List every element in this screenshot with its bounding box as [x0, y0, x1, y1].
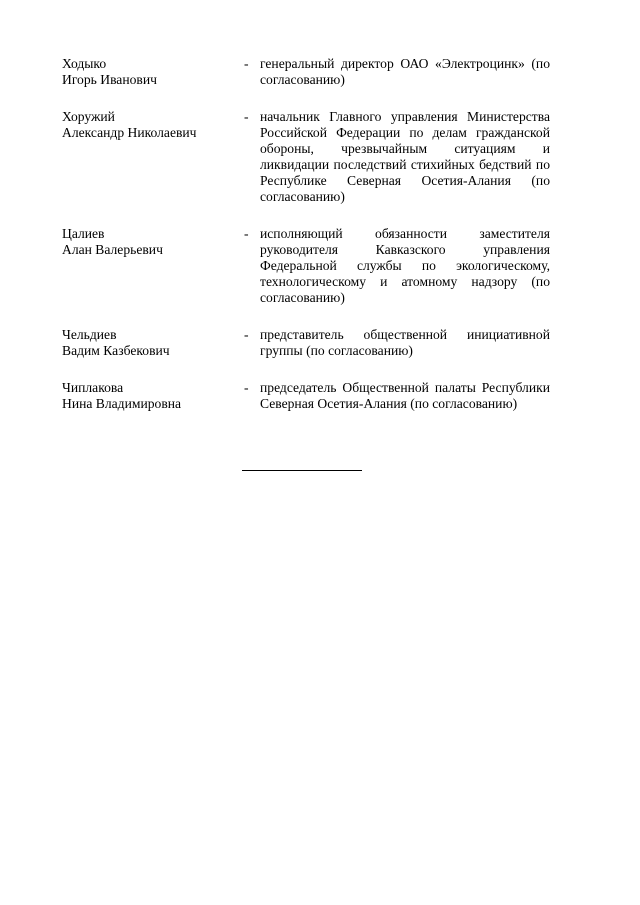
member-name [62, 226, 244, 258]
member-surname: Цалиев [62, 226, 105, 241]
member-surname: Ходыко [62, 56, 107, 71]
member-name [62, 109, 244, 141]
member-given-names: Нина Владимировна [62, 396, 182, 411]
member-role: генеральный директор ОАО «Электроцинк» (по согласованию) [260, 56, 550, 87]
member-surname: Хоружий [62, 109, 115, 124]
entry-dash: - [244, 56, 249, 71]
member-role: председатель Общественной палаты Республики Северная Осетия-Алания (по согласованию) [260, 380, 550, 411]
member-given-names: Александр Николаевич [62, 125, 197, 140]
end-of-list-rule [242, 470, 362, 471]
entry-dash: - [244, 109, 249, 124]
member-given-names: Игорь Иванович [62, 72, 157, 87]
member-name [62, 327, 244, 359]
member-role: исполняющий обязанности заместителя руководителя Кавказского управления Федеральной службы по экологическому, технологическому и атомному надзору (по согласованию) [260, 226, 550, 305]
member-surname: Чельдиев [62, 327, 117, 342]
member-name [62, 380, 244, 412]
member-name [62, 56, 244, 88]
member-list [62, 56, 552, 433]
member-entry [62, 109, 552, 205]
entry-dash: - [244, 226, 249, 241]
member-entry [62, 56, 552, 88]
member-entry [62, 380, 552, 412]
member-given-names: Вадим Казбекович [62, 343, 170, 358]
member-given-names: Алан Валерьевич [62, 242, 163, 257]
member-entry [62, 327, 552, 359]
member-role: начальник Главного управления Министерства Российской Федерации по делам гражданской обороны, чрезвычайным ситуациям и ликвидации последствий стихийных бедствий по Республике Северная Осетия-Алания (по согласованию) [260, 109, 550, 204]
member-role: представитель общественной инициативной группы (по согласованию) [260, 327, 550, 358]
member-surname: Чиплакова [62, 380, 124, 395]
member-entry [62, 226, 552, 306]
entry-dash: - [244, 327, 249, 342]
entry-dash: - [244, 380, 249, 395]
